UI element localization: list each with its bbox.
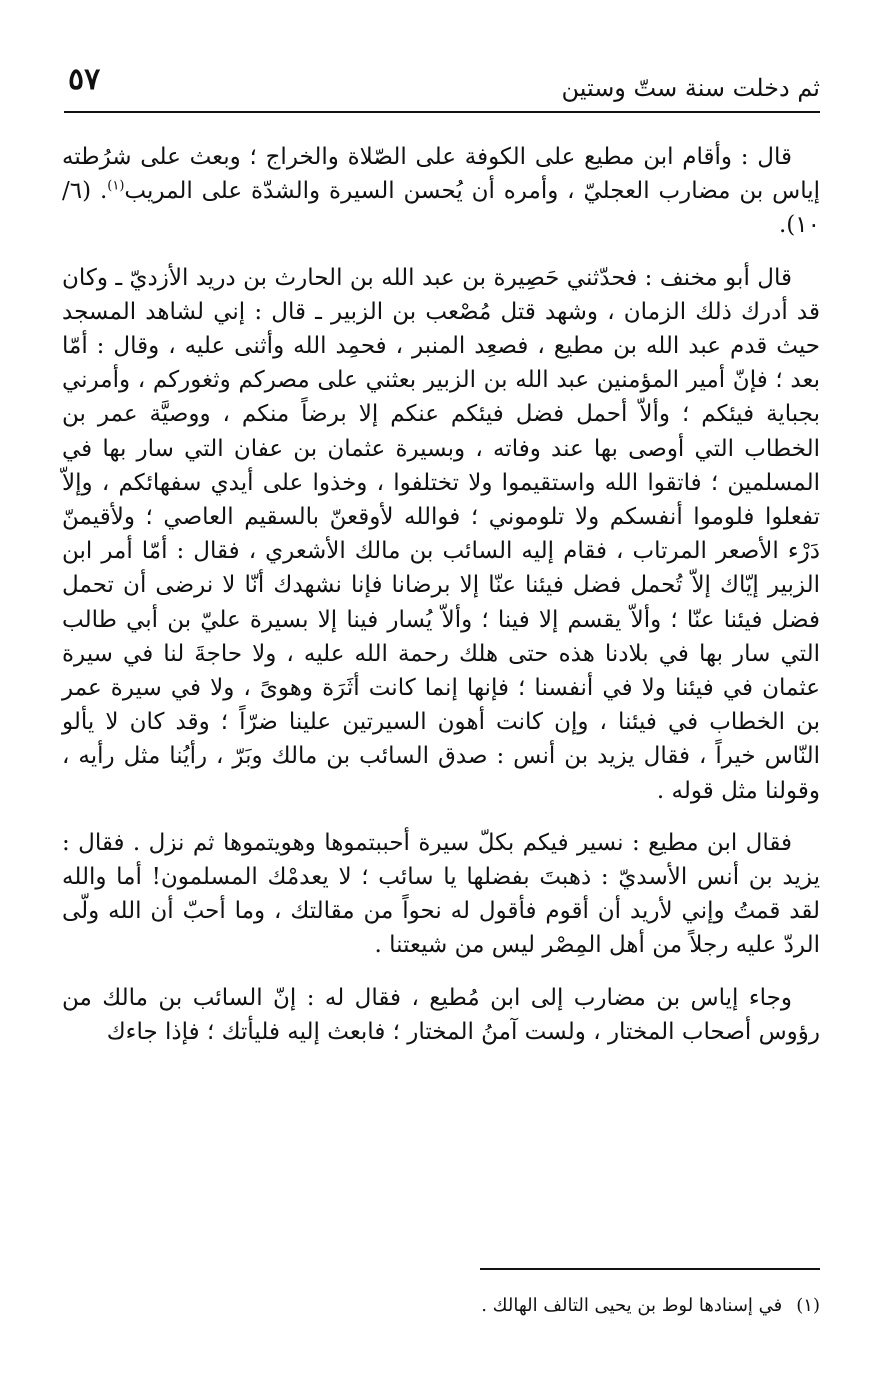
body-text	[62, 140, 820, 1049]
footnote-text: في إسنادها لوط بن يحيى التالف الهالك .	[481, 1295, 783, 1316]
paragraph-3: فقال ابن مطيع : نسير فيكم بكلّ سيرة أحببتموها وهويتموها ثم نزل . فقال : يزيد بن أنس الأسديّ : ذهبتَ بفضلها يا سائب ؛ لا يعدمْك المسلمون! أما والله لقد قمتُ وإني لأريد أن أقوم فأقول له نحواً من مقالتك ، وما أحبّ أن الله ولّى الردّ عليه رجلاً من أهل المِصْر ليس من شيعتنا .	[62, 829, 820, 959]
running-head	[64, 60, 820, 110]
footnote-marker: (١)	[796, 1295, 820, 1316]
footnote-rule	[480, 1268, 820, 1270]
footnote-reference: (١)	[107, 178, 125, 194]
header-rule	[64, 111, 820, 113]
page-number: ٥٧	[68, 62, 101, 97]
paragraph-4: وجاء إياس بن مضارب إلى ابن مُطيع ، فقال له : إنّ السائب بن مالك من رؤوس أصحاب المختار ، ولست آمنُ المختار ؛ فابعث إليه فليأتك ؛ فإذا جاءك	[62, 984, 820, 1045]
paragraph-1-text: قال : وأقام ابن مطيع على الكوفة على الصّلاة والخراج ؛ وبعث على شرُطته إياس بن مضارب العجليّ ، وأمره أن يُحسن السيرة والشدّة على المريب	[62, 144, 820, 205]
paragraph-2: قال أبو مخنف : فحدّثني حَصِيرة بن عبد الله بن الحارث بن دريد الأزديّ ـ وكان قد أدرك ذلك الزمان ، وشهد قتل مُصْعب بن الزبير ـ قال : إني لشاهد المسجد حيث قدم عبد الله بن مطيع ، فصعِد المنبر ، فحمِد الله وأثنى عليه ، وقال : أمّا بعد ؛ فإنّ أمير المؤمنين عبد الله بن الزبير بعثني على مصركم وثغوركم ، وأمرني بجباية فيئكم ؛ وألاّ أحمل فضل فيئكم عنكم إلا برضاً منكم ، ووصيَّة عمر بن الخطاب التي أوصى بها عند وفاته ، وبسيرة عثمان بن عفان التي سار بها في المسلمين ؛ فاتقوا الله واستقيموا ولا تختلفوا ، وخذوا على أيدي سفهائكم ، وإلاّ تفعلوا فلوموا أنفسكم ولا تلوموني ؛ فوالله لأوقعنّ بالسقيم العاصي ؛ ولأقيمنّ دَرْء الأصعر المرتاب ، فقام إليه السائب بن مالك الأشعري ، فقال : أمّا أمر ابن الزبير إيّاك إلاّ تُحمل فضل فيئنا عنّا إلا برضانا فإنا نشهدك أنّا لا نرضى أن تحمل فضل فيئنا عنّا ؛ وألاّ يقسم إلا فينا ؛ وألاّ يُسار فينا إلا بسيرة عليّ بن أبي طالب التي سار بها في بلادنا هذه حتى هلك رحمة الله عليه ، ولا حاجةَ لنا في سيرة عثمان في فيئنا ولا في أنفسنا ؛ فإنها إنما كانت أثَرَة وهوىً ، ولا في سيرة عمر بن الخطاب في فيئنا ، وإن كانت أهون السيرتين علينا ضرّاً ؛ وقد كان لا يألو النّاس خيراً ، فقال يزيد بن أنس : صدق السائب بن مالك وبَرّ ، رأيُنا مثل رأيه ، وقولنا مثل قوله .	[62, 264, 821, 804]
footnote	[200, 1294, 820, 1318]
paragraph-1	[62, 140, 820, 243]
paragraph-1-citation: . (٦/ ١٠).	[62, 178, 820, 239]
running-title: ثم دخلت سنة ستّ وستين	[561, 74, 820, 102]
